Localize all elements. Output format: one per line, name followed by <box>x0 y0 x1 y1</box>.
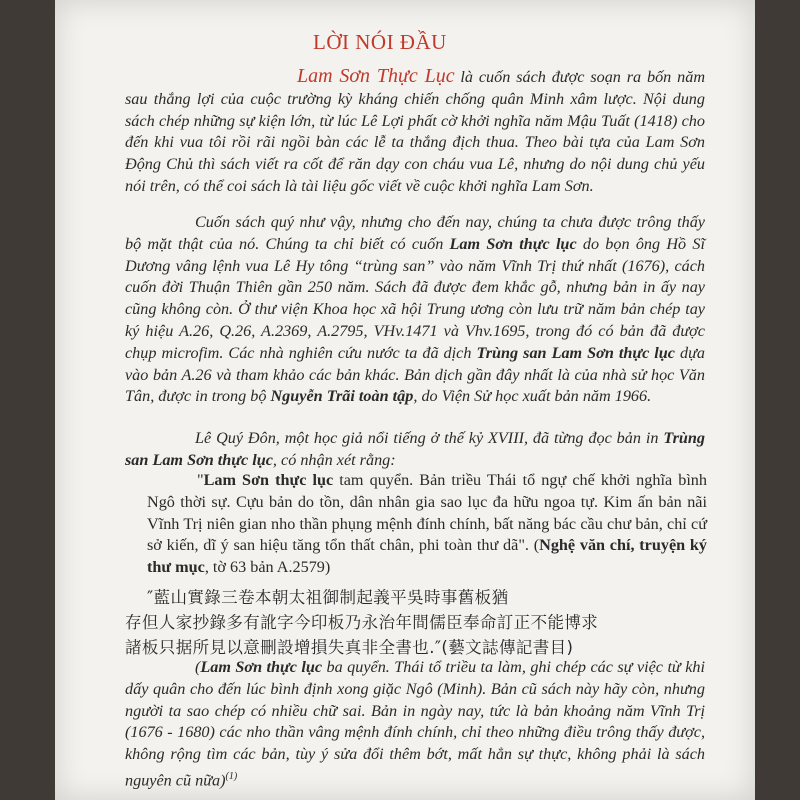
chinese-line: 存但人家抄錄多有訛字今印板乃永治年間儒臣奉命訂正不能博求 <box>125 613 599 632</box>
page-title: LỜI NÓI ĐẦU <box>313 30 447 54</box>
quote-transliteration <box>147 470 707 579</box>
text-run: , có nhận xét rằng: <box>272 450 396 469</box>
text-run: do bọn ông Hồ Sĩ Dương vâng lệnh vua Lê Hy tông “trùng san” vào năm Vĩnh Trị thứ nhất (1676), cách cuốn đời Thuận Thiên gần 250 năm. Sách đã được đem khắc gỗ, nhưng bản in ấy nay cũng không còn. Ở thư viện Khoa học xã hội Trung ương còn lưu trữ năm bản chép tay ký hiệu A.26, Q.26, A.2369, A.2795, VHv.1471 và Vhv.1695, trong đó có bản đã được chụp microfim. Các nhà nghiên cứu nước ta đã dịch <box>125 234 705 362</box>
bold-title: Nghệ văn chí, truyện ký thư mục <box>147 536 707 577</box>
chinese-line: ″藍山實錄三卷本朝太祖御制起義平吳時事舊板猶 <box>147 588 509 607</box>
text-run: Cuốn sách quý như vậy, nhưng cho đến nay, chúng ta chưa được trông thấy bộ mặt thật của nó. Chúng ta chỉ biết có cuốn <box>125 213 705 253</box>
text-run: tam quyển. Bản triều Thái tổ ngự chế khởi nghĩa bình Ngô thời sự. Cựu bản do tồn, dân nhân gia sao lục đa hữu ngoa tự. Kim ấn bản nãi Vĩnh Trị niên gian nho thần phụng mệnh đính chính, bất năng bác cầu chư bản, chỉ cứ sở kiến, dĩ ý san hiệu tăng tổn thất chân, phi toàn thư dã". ( <box>147 471 707 555</box>
bold-title: Lam Sơn thực lục <box>203 471 334 489</box>
bold-title: Lam Sơn thực lục <box>200 658 323 676</box>
quote-mark: " <box>197 471 204 489</box>
chinese-quote <box>125 585 717 660</box>
text-run: dựa vào bản A.26 và tham khảo các bản khác. Bản dịch gần đây nhất là của nhà sử học Văn Tân, được in trong bộ <box>125 343 705 406</box>
book-title: Lam Sơn Thực Lục <box>297 65 455 87</box>
footnote-marker: (1) <box>225 770 238 782</box>
book-page <box>55 0 755 800</box>
bold-title: Nguyễn Trãi toàn tập <box>270 387 414 406</box>
chinese-line: 諸板只据所見以意刪設增損失真非全書也.″(藝文誌傳記書目) <box>125 638 574 657</box>
paragraph-history <box>125 212 705 408</box>
paragraph-le-quy-don <box>125 428 705 472</box>
paragraph-translation <box>125 657 705 792</box>
text-run: Lê Quý Đôn, một học giả nổi tiếng ở thế kỷ XVIII, đã từng đọc bản in <box>195 429 664 447</box>
text-run: , do Viện Sử học xuất bản năm 1966. <box>413 387 652 406</box>
intro-text: là cuốn sách được soạn ra bốn năm sau thắng lợi của cuộc trường kỳ kháng chiến chống quân Minh xâm lược. Nội dung sách chép những sự kiện lớn, từ lúc Lê Lợi phất cờ khởi nghĩa năm Mậu Tuất (1418) cho đến khi vua tôi rồi rãi ngồi bàn các lễ ta thắng địch thua. Theo bài tựa của Lam Sơn Động Chủ thì sách viết ra cốt để răn dạy con cháu vua Lê, nhưng do nội dung chủ yếu nói trên, có thể coi sách là tài liệu gốc viết về cuộc khởi nghĩa Lam Sơn. <box>125 68 706 195</box>
bold-title: Lam Sơn thực lục <box>449 234 577 253</box>
paren: ( <box>195 658 201 676</box>
text-run: , tờ 63 bản A.2579) <box>204 558 331 577</box>
text-run: ba quyển. Thái tổ triều ta làm, ghi chép các sự việc từ khi dấy quân cho đến lúc bình định xong giặc Ngô (Minh). Bản cũ sách này hãy còn, nhưng người ta sao chép có nhiều chữ sai. Bản in ngày nay, tức là bản khoảng năm Vĩnh Trị (1676 - 1680) các nho thần vâng mệnh đính chính, chỉ theo những điều trông thấy được, không rộng tìm các bản, tùy ý sửa đổi thêm bớt, mất hẳn sự thực, không phải là sách nguyên cũ nữa) <box>125 658 705 790</box>
bold-title: Trùng san Lam Sơn thực lục <box>125 429 705 469</box>
paragraph-intro <box>125 66 705 198</box>
bold-title: Trùng san Lam Sơn thực lục <box>476 343 675 362</box>
